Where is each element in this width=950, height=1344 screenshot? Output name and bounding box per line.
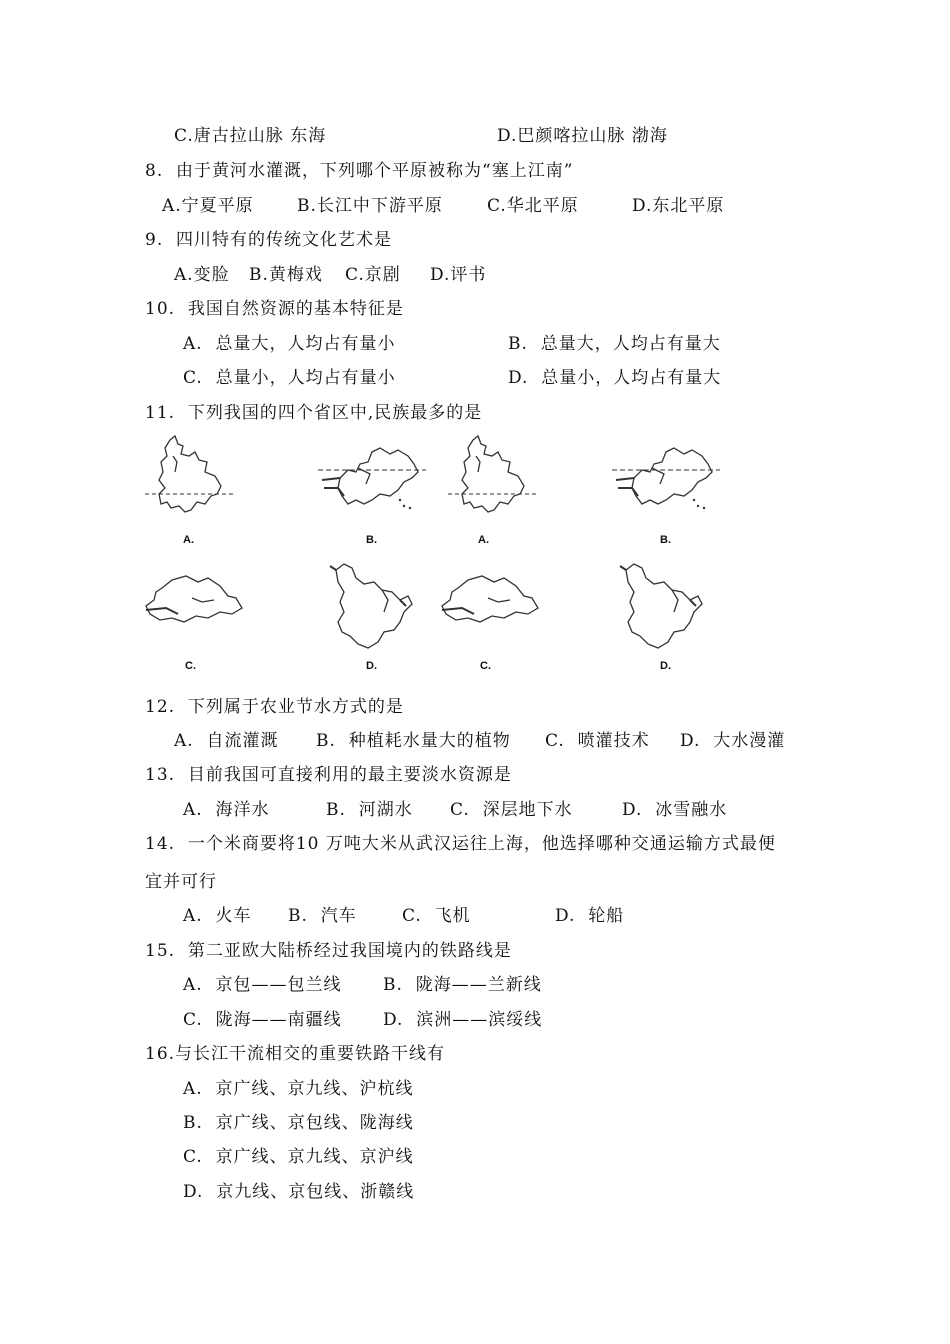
q12-option-b: B. 种植耗水量大的植物 bbox=[316, 731, 511, 751]
q12-option-d: D. 大水漫灌 bbox=[680, 731, 786, 751]
map-heilongjiang-icon bbox=[612, 560, 707, 655]
map-province-c-icon bbox=[438, 568, 543, 638]
map-label-b-2: B. bbox=[660, 534, 671, 546]
map-yunnan-icon bbox=[448, 432, 538, 522]
q12-option-c: C. 喷灌技术 bbox=[545, 731, 650, 751]
q10-option-a: A. 总量大，人均占有量小 bbox=[183, 334, 396, 354]
q16-option-b: B. 京广线、京包线、陇海线 bbox=[183, 1113, 414, 1133]
map-guangxi-icon bbox=[612, 438, 722, 518]
q16-option-c: C. 京广线、京九线、京沪线 bbox=[183, 1147, 414, 1167]
q14-option-d: D. 轮船 bbox=[555, 906, 625, 926]
q8-option-b: B.长江中下游平原 bbox=[297, 196, 443, 216]
q14-option-b: B. 汽车 bbox=[288, 906, 357, 926]
map-label-d-2: D. bbox=[660, 660, 671, 672]
q15-stem: 15. 第二亚欧大陆桥经过我国境内的铁路线是 bbox=[145, 941, 512, 961]
q9-stem: 9. 四川特有的传统文化艺术是 bbox=[145, 230, 393, 250]
q7-option-d: D.巴颜喀拉山脉 渤海 bbox=[497, 126, 668, 146]
q15-option-d: D. 滨洲——滨绥线 bbox=[383, 1010, 543, 1030]
map-province-c-icon bbox=[142, 568, 247, 638]
q8-option-c: C.华北平原 bbox=[487, 196, 579, 216]
q16-option-d: D. 京九线、京包线、浙赣线 bbox=[183, 1182, 415, 1202]
q13-option-c: C. 深层地下水 bbox=[450, 800, 573, 820]
map-label-c-1: C. bbox=[185, 660, 196, 672]
q16-stem: 16.与长江干流相交的重要铁路干线有 bbox=[145, 1044, 446, 1064]
q9-option-c: C.京剧 bbox=[345, 265, 401, 285]
q14-stem-line2: 宜并可行 bbox=[145, 872, 217, 892]
map-guangxi-icon bbox=[318, 438, 428, 518]
map-label-b-1: B. bbox=[366, 534, 377, 546]
q13-option-b: B. 河湖水 bbox=[326, 800, 413, 820]
q11-stem: 11. 下列我国的四个省区中,民族最多的是 bbox=[145, 403, 483, 423]
q7-option-c: C.唐古拉山脉 东海 bbox=[174, 126, 327, 146]
q13-option-a: A. 海洋水 bbox=[183, 800, 270, 820]
q10-option-b: B. 总量大，人均占有量大 bbox=[508, 334, 721, 354]
q15-option-a: A. 京包——包兰线 bbox=[183, 975, 342, 995]
q8-option-d: D.东北平原 bbox=[632, 196, 725, 216]
q16-option-a: A. 京广线、京九线、沪杭线 bbox=[183, 1079, 414, 1099]
q9-option-d: D.评书 bbox=[430, 265, 487, 285]
q8-option-a: A.宁夏平原 bbox=[162, 196, 254, 216]
q9-option-a: A.变脸 bbox=[174, 265, 230, 285]
q14-stem-line1: 14. 一个米商要将10 万吨大米从武汉运往上海，他选择哪种交通运输方式最便 bbox=[145, 834, 776, 854]
q13-option-d: D. 冰雪融水 bbox=[622, 800, 728, 820]
map-yunnan-icon bbox=[145, 432, 235, 522]
q14-option-a: A. 火车 bbox=[183, 906, 252, 926]
q8-stem: 8. 由于黄河水灌溉，下列哪个平原被称为“塞上江南” bbox=[145, 161, 574, 181]
q13-stem: 13. 目前我国可直接利用的最主要淡水资源是 bbox=[145, 765, 512, 785]
map-label-c-2: C. bbox=[480, 660, 491, 672]
q12-option-a: A. 自流灌溉 bbox=[174, 731, 279, 751]
q15-option-b: B. 陇海——兰新线 bbox=[383, 975, 542, 995]
q10-option-c: C. 总量小，人均占有量小 bbox=[183, 368, 396, 388]
q12-stem: 12. 下列属于农业节水方式的是 bbox=[145, 697, 404, 717]
map-label-a-2: A. bbox=[478, 534, 489, 546]
q10-option-d: D. 总量小，人均占有量大 bbox=[508, 368, 722, 388]
q9-option-b: B.黄梅戏 bbox=[249, 265, 323, 285]
map-label-a-1: A. bbox=[183, 534, 194, 546]
q14-option-c: C. 飞机 bbox=[402, 906, 471, 926]
q15-option-c: C. 陇海——南疆线 bbox=[183, 1010, 342, 1030]
map-heilongjiang-icon bbox=[322, 560, 417, 655]
q10-stem: 10. 我国自然资源的基本特征是 bbox=[145, 299, 404, 319]
map-label-d-1: D. bbox=[366, 660, 377, 672]
